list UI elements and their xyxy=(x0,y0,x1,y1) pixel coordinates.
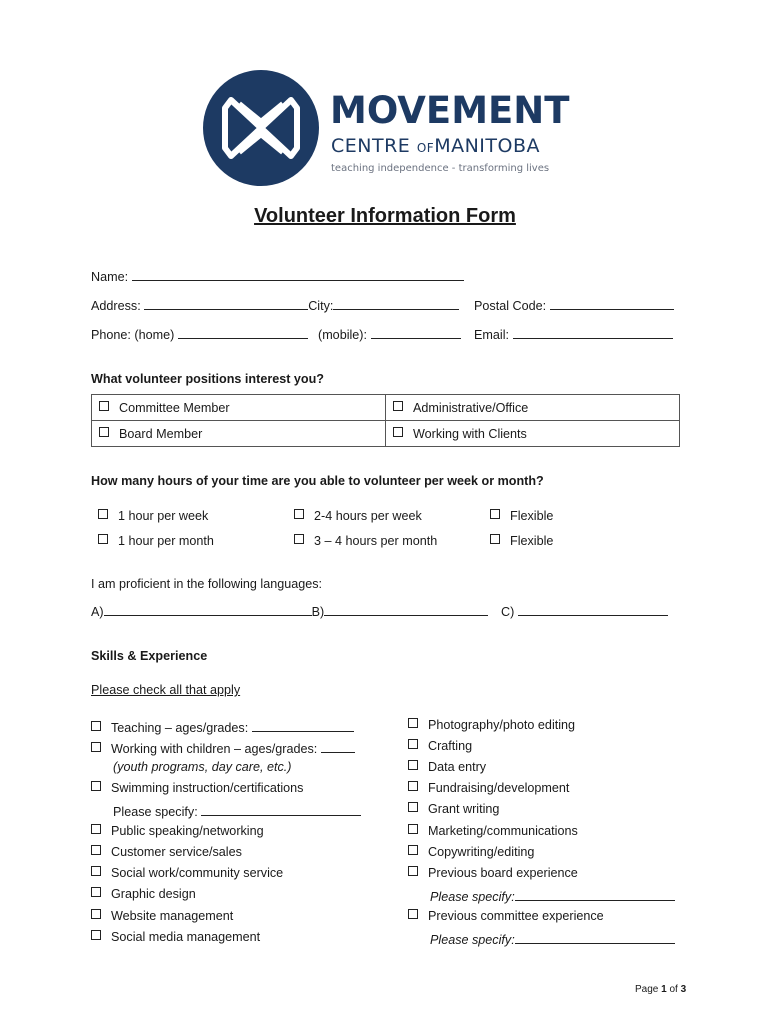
skill-item[interactable]: Data entry xyxy=(408,759,486,775)
name-line[interactable] xyxy=(132,266,464,281)
language-a-line[interactable] xyxy=(104,601,312,616)
checkbox[interactable] xyxy=(99,427,109,437)
logo-word-centre xyxy=(331,135,540,157)
skill-item[interactable]: Marketing/communications xyxy=(408,823,578,839)
checkbox[interactable] xyxy=(98,534,108,544)
email-field[interactable]: Email: xyxy=(474,324,673,343)
skill-line[interactable] xyxy=(515,929,675,944)
languages-fields[interactable]: A) B) xyxy=(91,601,488,620)
skill-item[interactable]: Swimming instruction/certifications xyxy=(91,780,303,796)
address-line[interactable] xyxy=(144,295,308,310)
skill-item[interactable]: Teaching – ages/grades: xyxy=(91,717,354,736)
checkbox[interactable] xyxy=(408,866,418,876)
checkbox[interactable] xyxy=(91,866,101,876)
skill-line[interactable] xyxy=(515,886,675,901)
phone-home-line[interactable] xyxy=(178,324,308,339)
skill-item[interactable]: Previous committee experience xyxy=(408,908,604,924)
position-option[interactable]: Working with Clients xyxy=(386,421,680,447)
checkbox[interactable] xyxy=(408,802,418,812)
languages-intro: I am proficient in the following languages: xyxy=(91,577,323,591)
page-title: Volunteer Information Form xyxy=(254,205,516,227)
skill-item[interactable]: Customer service/sales xyxy=(91,844,242,860)
skill-specify[interactable]: Please specify: xyxy=(430,886,675,905)
checkbox[interactable] xyxy=(91,909,101,919)
checkbox[interactable] xyxy=(91,887,101,897)
logo-word-movement: MOVEMENT xyxy=(330,89,570,132)
skill-item[interactable]: Website management xyxy=(91,908,233,924)
skill-item[interactable]: Grant writing xyxy=(408,801,499,817)
checkbox[interactable] xyxy=(91,742,101,752)
logo-of: OF xyxy=(416,141,435,155)
checkbox[interactable] xyxy=(490,534,500,544)
name-field[interactable]: Name: xyxy=(91,266,464,285)
mobile-line[interactable] xyxy=(371,324,461,339)
logo-manitoba: MANITOBA xyxy=(434,135,541,157)
checkbox[interactable] xyxy=(91,824,101,834)
skill-line[interactable] xyxy=(321,738,355,753)
language-c-field[interactable]: C) xyxy=(501,601,668,620)
skill-line[interactable] xyxy=(201,801,361,816)
positions-question: What volunteer positions interest you? xyxy=(91,372,325,386)
skills-instruction: Please check all that apply xyxy=(91,683,241,697)
skill-line[interactable] xyxy=(252,717,354,732)
hours-option[interactable]: 3 – 4 hours per month xyxy=(294,533,437,549)
skill-item[interactable]: Social work/community service xyxy=(91,865,283,881)
email-line[interactable] xyxy=(513,324,673,339)
skill-item[interactable]: Copywriting/editing xyxy=(408,844,534,860)
skill-item[interactable]: Public speaking/networking xyxy=(91,823,264,839)
hours-option[interactable]: Flexible xyxy=(490,533,553,549)
positions-table xyxy=(91,394,680,447)
checkbox[interactable] xyxy=(393,401,403,411)
skill-specify[interactable]: Please specify: xyxy=(113,801,361,820)
checkbox[interactable] xyxy=(91,930,101,940)
checkbox[interactable] xyxy=(490,509,500,519)
position-option[interactable]: Administrative/Office xyxy=(386,395,680,421)
skill-item[interactable]: Working with children – ages/grades: xyxy=(91,738,355,757)
skill-item[interactable]: Graphic design xyxy=(91,886,196,902)
hours-option[interactable]: Flexible xyxy=(490,508,553,524)
address-field[interactable]: Address: City: xyxy=(91,295,459,314)
checkbox[interactable] xyxy=(91,721,101,731)
checkbox[interactable] xyxy=(408,781,418,791)
logo-emblem xyxy=(203,70,319,186)
checkbox[interactable] xyxy=(408,739,418,749)
checkbox[interactable] xyxy=(408,845,418,855)
butterfly-icon xyxy=(203,70,319,186)
skill-specify[interactable]: Please specify: xyxy=(430,929,675,948)
hours-option[interactable]: 1 hour per week xyxy=(98,508,208,524)
language-b-line[interactable] xyxy=(324,601,488,616)
logo-tagline: teaching independence - transforming lives xyxy=(331,163,550,174)
phone-home-field[interactable]: Phone: (home) xyxy=(91,324,308,343)
checkbox[interactable] xyxy=(98,509,108,519)
skills-heading: Skills & Experience xyxy=(91,649,208,663)
checkbox[interactable] xyxy=(91,781,101,791)
mobile-field[interactable]: (mobile): xyxy=(318,324,461,343)
position-option[interactable]: Committee Member xyxy=(92,395,386,421)
checkbox[interactable] xyxy=(393,427,403,437)
postal-field[interactable]: Postal Code: xyxy=(474,295,674,314)
skill-item[interactable]: Crafting xyxy=(408,738,472,754)
skill-note: (youth programs, day care, etc.) xyxy=(113,760,292,774)
checkbox[interactable] xyxy=(408,909,418,919)
skill-item[interactable]: Previous board experience xyxy=(408,865,578,881)
checkbox[interactable] xyxy=(99,401,109,411)
postal-line[interactable] xyxy=(550,295,674,310)
skill-item[interactable]: Fundraising/development xyxy=(408,780,569,796)
skill-item[interactable]: Photography/photo editing xyxy=(408,717,575,733)
checkbox[interactable] xyxy=(408,760,418,770)
hours-option[interactable]: 1 hour per month xyxy=(98,533,214,549)
skill-item[interactable]: Social media management xyxy=(91,929,260,945)
language-c-line[interactable] xyxy=(518,601,668,616)
position-option[interactable]: Board Member xyxy=(92,421,386,447)
checkbox[interactable] xyxy=(408,824,418,834)
logo-centre: CENTRE xyxy=(331,135,411,157)
checkbox[interactable] xyxy=(91,845,101,855)
city-line[interactable] xyxy=(333,295,459,310)
checkbox[interactable] xyxy=(294,534,304,544)
page-number: Page 1 of 3 xyxy=(635,984,687,995)
checkbox[interactable] xyxy=(294,509,304,519)
hours-question: How many hours of your time are you able to volunteer per week or month? xyxy=(91,474,544,488)
hours-option[interactable]: 2-4 hours per week xyxy=(294,508,422,524)
checkbox[interactable] xyxy=(408,718,418,728)
